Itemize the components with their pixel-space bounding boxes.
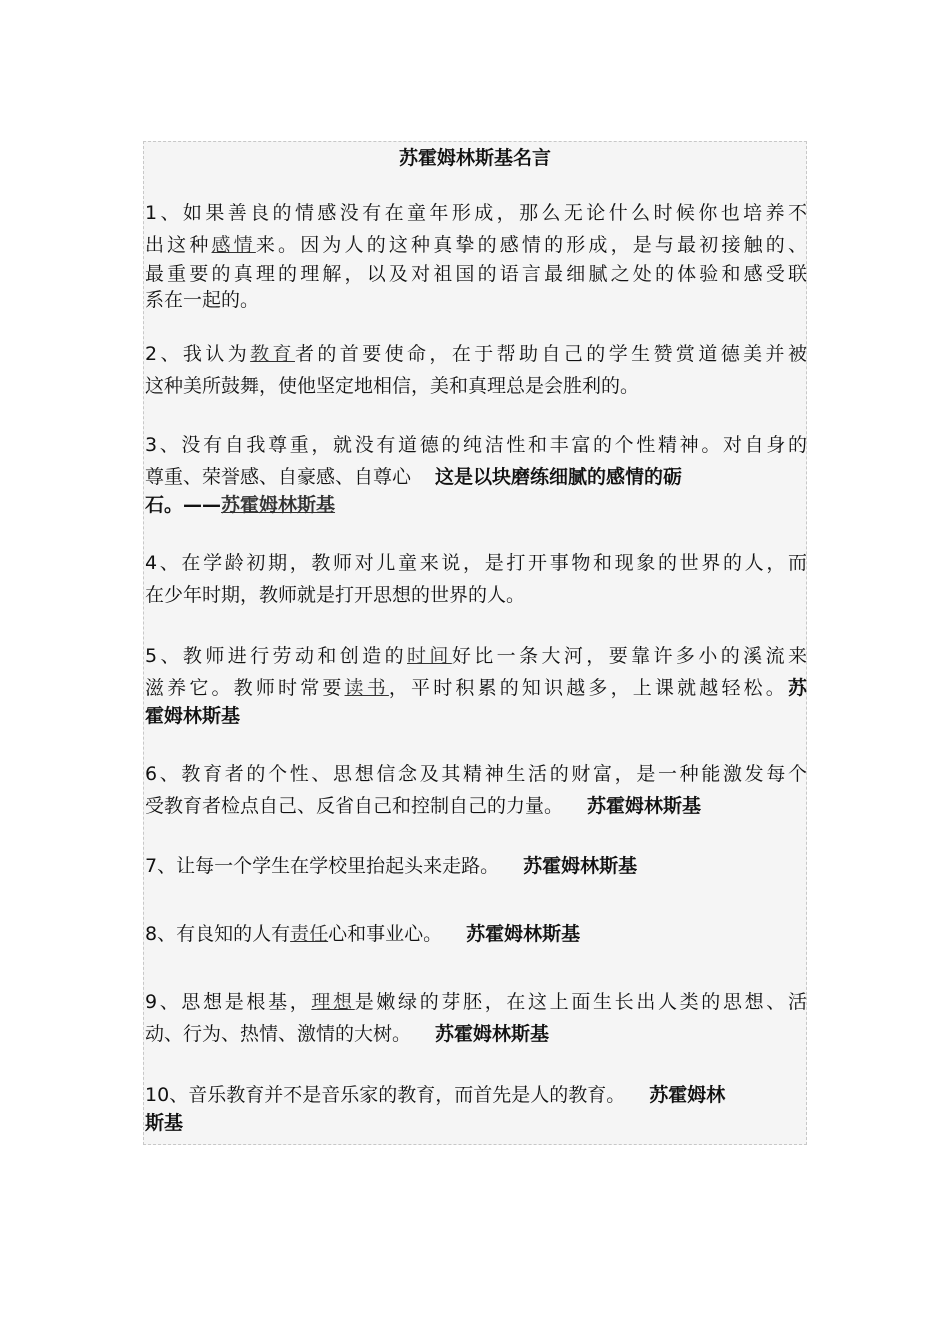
link-ideal[interactable]: 理想 bbox=[311, 991, 355, 1013]
link-responsibility[interactable]: 责任 bbox=[290, 923, 329, 945]
quote-number: 3 bbox=[145, 434, 158, 456]
attribution: 苏霍姆林斯基 bbox=[466, 923, 581, 945]
page-title: 苏霍姆林斯基名言 bbox=[398, 147, 551, 169]
link-reading[interactable]: 读书 bbox=[344, 677, 389, 699]
quote-number: 6 bbox=[145, 763, 158, 785]
quote-1: 1、如果善良的情感没有在童年形成，那么无论什么时候你也培养不 出这种感情来。因为人的这种真挚的感情的形成，是与最初接触的、 最重要的真理的理解，以及对祖国的语言最细腻之处的体验和感受联 系在一起的。 bbox=[145, 202, 807, 311]
quote-2: 2、我认为教育者的首要使命，在于帮助自己的学生赞赏道德美并被 这种美所鼓舞，使他坚定地相信，美和真理总是会胜利的。 bbox=[145, 343, 807, 397]
attribution: 苏 bbox=[787, 677, 807, 699]
attribution: 苏霍姆林斯基 bbox=[435, 1023, 550, 1045]
quote-number: 8 bbox=[145, 923, 158, 945]
quote-7: 7、让每一个学生在学校里抬起头来走路。 苏霍姆林斯基 bbox=[145, 855, 638, 877]
quote-number: 9 bbox=[145, 991, 158, 1013]
quote-6: 6、教育者的个性、思想信念及其精神生活的财富，是一种能激发每个 受教育者检点自己、反省自己和控制自己的力量。 苏霍姆林斯基 bbox=[145, 763, 807, 817]
link-education[interactable]: 教育 bbox=[250, 343, 295, 365]
attribution: 苏霍姆林斯基 bbox=[523, 855, 638, 877]
quote-9: 9、思想是根基，理想是嫩绿的芽胚，在这上面生长出人类的思想、活 动、行为、热情、激情的大树。 苏霍姆林斯基 bbox=[145, 991, 807, 1045]
quote-number: 2 bbox=[145, 343, 158, 365]
attribution: 这是以块磨练细腻的感情的砺 bbox=[435, 466, 683, 488]
quote-number: 1 bbox=[145, 202, 158, 224]
attribution: 苏霍姆林斯基 bbox=[587, 795, 702, 817]
quote-10: 10、音乐教育并不是音乐家的教育，而首先是人的教育。 苏霍姆林 斯基 bbox=[145, 1084, 726, 1134]
link-emotion[interactable]: 感情 bbox=[211, 234, 256, 256]
link-author[interactable]: 苏霍姆林斯基 bbox=[221, 494, 336, 516]
quote-5: 5、教师进行劳动和创造的时间好比一条大河，要靠许多小的溪流来 滋养它。教师时常要读书，平时积累的知识越多，上课就越轻松。苏 霍姆林斯基 bbox=[145, 645, 807, 727]
quote-8: 8、有良知的人有责任心和事业心。 苏霍姆林斯基 bbox=[145, 923, 581, 945]
quote-number: 10 bbox=[145, 1084, 170, 1106]
quote-number: 7 bbox=[145, 855, 158, 877]
quote-number: 5 bbox=[145, 645, 158, 667]
quote-4: 4、在学龄初期，教师对儿童来说，是打开事物和现象的世界的人，而 在少年时期，教师就是打开思想的世界的人。 bbox=[145, 552, 807, 606]
link-time[interactable]: 时间 bbox=[407, 645, 452, 667]
quote-number: 4 bbox=[145, 552, 158, 574]
quote-3: 3、没有自我尊重，就没有道德的纯洁性和丰富的个性精神。对自身的 尊重、荣誉感、自豪感、自尊心 这是以块磨练细腻的感情的砺 石。——苏霍姆林斯基 bbox=[145, 434, 807, 516]
attribution: 苏霍姆林 bbox=[649, 1084, 726, 1106]
